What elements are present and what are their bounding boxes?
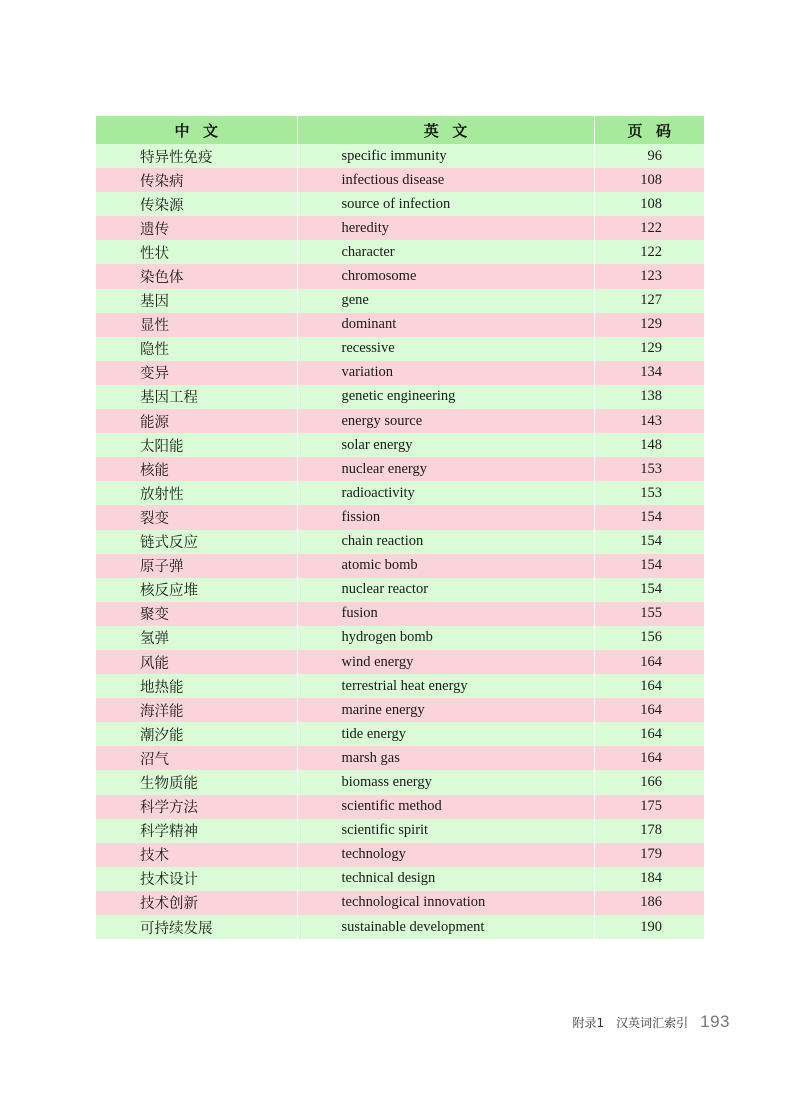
english-term-cell: marine energy (297, 698, 594, 722)
page-number-cell: 164 (594, 650, 704, 674)
page-number-cell: 154 (594, 505, 704, 529)
chinese-term-cell: 太阳能 (96, 433, 297, 457)
page-number-cell: 190 (594, 915, 704, 939)
chinese-term-cell: 风能 (96, 650, 297, 674)
table-row (96, 240, 704, 264)
page-number-cell: 129 (594, 313, 704, 337)
english-term-cell: terrestrial heat energy (297, 674, 594, 698)
table-row (96, 192, 704, 216)
table-row (96, 578, 704, 602)
english-term-cell: gene (297, 289, 594, 313)
chinese-term-cell: 可持续发展 (96, 915, 297, 939)
page-number-cell: 96 (594, 144, 704, 168)
chinese-term-cell: 性状 (96, 240, 297, 264)
page-number-cell: 164 (594, 698, 704, 722)
english-term-cell: technical design (297, 867, 594, 891)
table-row (96, 819, 704, 843)
english-term-cell: fission (297, 505, 594, 529)
page-number-cell: 138 (594, 385, 704, 409)
page-number-cell: 184 (594, 867, 704, 891)
chinese-term-cell: 裂变 (96, 505, 297, 529)
table-row (96, 313, 704, 337)
chinese-term-cell: 放射性 (96, 481, 297, 505)
table-header-row (96, 116, 704, 144)
table-row (96, 530, 704, 554)
page-number-cell: 154 (594, 554, 704, 578)
page-number: 193 (700, 1012, 730, 1031)
table-row (96, 385, 704, 409)
page-number-cell: 108 (594, 192, 704, 216)
table-row (96, 722, 704, 746)
table-row (96, 795, 704, 819)
chinese-term-cell: 核能 (96, 457, 297, 481)
chinese-term-cell: 遗传 (96, 216, 297, 240)
english-term-cell: specific immunity (297, 144, 594, 168)
table-row (96, 602, 704, 626)
english-term-cell: nuclear energy (297, 457, 594, 481)
chinese-term-cell: 技术创新 (96, 891, 297, 915)
chinese-term-cell: 隐性 (96, 337, 297, 361)
header-english: 英文 (297, 116, 594, 144)
page-number-cell: 154 (594, 530, 704, 554)
page-number-cell: 129 (594, 337, 704, 361)
page-number-cell: 186 (594, 891, 704, 915)
table-row (96, 289, 704, 313)
chinese-term-cell: 链式反应 (96, 530, 297, 554)
english-term-cell: source of infection (297, 192, 594, 216)
chinese-term-cell: 海洋能 (96, 698, 297, 722)
english-term-cell: scientific spirit (297, 819, 594, 843)
english-term-cell: wind energy (297, 650, 594, 674)
chinese-term-cell: 地热能 (96, 674, 297, 698)
chinese-term-cell: 科学方法 (96, 795, 297, 819)
table-row (96, 264, 704, 288)
page-number-cell: 153 (594, 457, 704, 481)
chinese-term-cell: 基因 (96, 289, 297, 313)
page-number-cell: 156 (594, 626, 704, 650)
chinese-term-cell: 氢弹 (96, 626, 297, 650)
table-row (96, 867, 704, 891)
table-row (96, 650, 704, 674)
header-page: 页码 (594, 116, 704, 144)
table-row (96, 216, 704, 240)
page-number-cell: 134 (594, 361, 704, 385)
table-row (96, 409, 704, 433)
english-term-cell: technology (297, 843, 594, 867)
table-row (96, 698, 704, 722)
chinese-term-cell: 染色体 (96, 264, 297, 288)
table-row (96, 746, 704, 770)
header-chinese: 中文 (96, 116, 297, 144)
page-number-cell: 148 (594, 433, 704, 457)
chinese-term-cell: 沼气 (96, 746, 297, 770)
page-number-cell: 154 (594, 578, 704, 602)
table-row (96, 915, 704, 939)
page-number-cell: 143 (594, 409, 704, 433)
chinese-term-cell: 传染病 (96, 168, 297, 192)
page-number-cell: 122 (594, 240, 704, 264)
table-row (96, 481, 704, 505)
chinese-term-cell: 显性 (96, 313, 297, 337)
page-number-cell: 155 (594, 602, 704, 626)
chinese-term-cell: 能源 (96, 409, 297, 433)
page-number-cell: 166 (594, 770, 704, 794)
english-term-cell: infectious disease (297, 168, 594, 192)
english-term-cell: heredity (297, 216, 594, 240)
table-row (96, 457, 704, 481)
chinese-term-cell: 特异性免疫 (96, 144, 297, 168)
english-term-cell: atomic bomb (297, 554, 594, 578)
english-term-cell: energy source (297, 409, 594, 433)
table-row (96, 433, 704, 457)
page-number-cell: 178 (594, 819, 704, 843)
table-row (96, 361, 704, 385)
page-number-cell: 127 (594, 289, 704, 313)
english-term-cell: dominant (297, 313, 594, 337)
chinese-term-cell: 聚变 (96, 602, 297, 626)
chinese-term-cell: 潮汐能 (96, 722, 297, 746)
chinese-term-cell: 技术 (96, 843, 297, 867)
chinese-term-cell: 科学精神 (96, 819, 297, 843)
chinese-term-cell: 生物质能 (96, 770, 297, 794)
english-term-cell: marsh gas (297, 746, 594, 770)
table-row (96, 770, 704, 794)
chinese-term-cell: 基因工程 (96, 385, 297, 409)
page-number-cell: 108 (594, 168, 704, 192)
english-term-cell: technological innovation (297, 891, 594, 915)
english-term-cell: solar energy (297, 433, 594, 457)
table-row (96, 144, 704, 168)
english-term-cell: hydrogen bomb (297, 626, 594, 650)
table-row (96, 626, 704, 650)
english-term-cell: chain reaction (297, 530, 594, 554)
page-number-cell: 122 (594, 216, 704, 240)
page-number-cell: 164 (594, 722, 704, 746)
table-body (96, 144, 704, 939)
vocabulary-index-table (96, 116, 704, 939)
english-term-cell: tide energy (297, 722, 594, 746)
table-row (96, 891, 704, 915)
chinese-term-cell: 核反应堆 (96, 578, 297, 602)
table-row (96, 168, 704, 192)
table-row (96, 505, 704, 529)
chinese-term-cell: 变异 (96, 361, 297, 385)
chinese-term-cell: 传染源 (96, 192, 297, 216)
english-term-cell: nuclear reactor (297, 578, 594, 602)
page-number-cell: 164 (594, 674, 704, 698)
page-number-cell: 175 (594, 795, 704, 819)
page-number-cell: 123 (594, 264, 704, 288)
english-term-cell: biomass energy (297, 770, 594, 794)
page-number-cell: 164 (594, 746, 704, 770)
page-number-cell: 153 (594, 481, 704, 505)
english-term-cell: chromosome (297, 264, 594, 288)
footer-section-label: 附录1 汉英词汇索引 (572, 1016, 689, 1030)
english-term-cell: fusion (297, 602, 594, 626)
page-footer (572, 1012, 730, 1032)
english-term-cell: radioactivity (297, 481, 594, 505)
table-row (96, 337, 704, 361)
english-term-cell: sustainable development (297, 915, 594, 939)
english-term-cell: genetic engineering (297, 385, 594, 409)
english-term-cell: recessive (297, 337, 594, 361)
page-number-cell: 179 (594, 843, 704, 867)
chinese-term-cell: 技术设计 (96, 867, 297, 891)
chinese-term-cell: 原子弹 (96, 554, 297, 578)
english-term-cell: scientific method (297, 795, 594, 819)
table-row (96, 843, 704, 867)
english-term-cell: character (297, 240, 594, 264)
english-term-cell: variation (297, 361, 594, 385)
table-row (96, 674, 704, 698)
table-row (96, 554, 704, 578)
